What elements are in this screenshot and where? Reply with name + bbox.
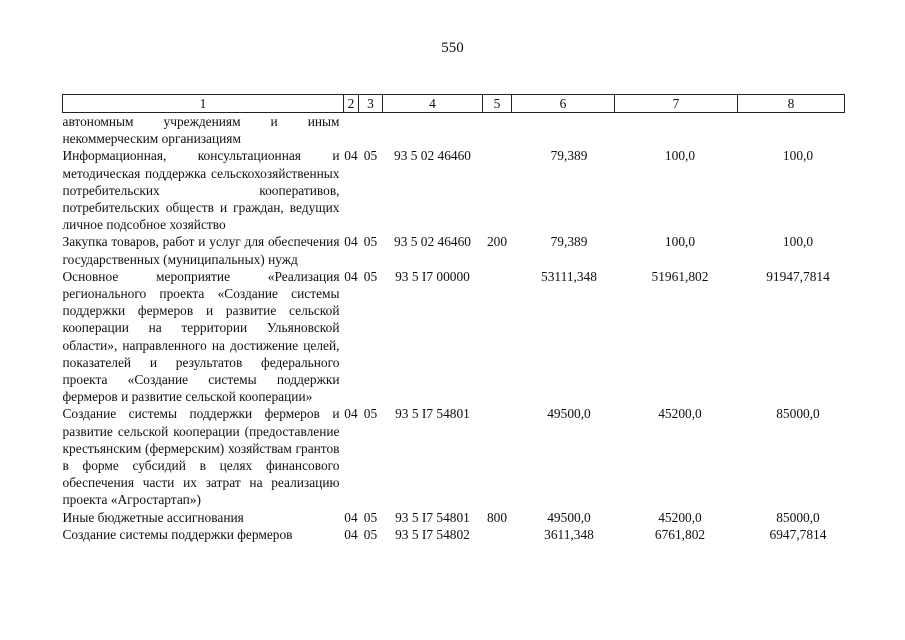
row-name-text: Создание системы поддержки фермеров и развитие сельской кооперации (предоставление крестьянским (фермерским) хозяйствам грантов в форме субсидий в целях финансового обеспечения части их затрат на реализацию проекта «Агростартап») (62, 406, 340, 508)
table-body (63, 113, 845, 544)
target-article-code: 93 5 02 46460 (394, 148, 471, 164)
column-header: 3 (359, 95, 383, 113)
expense-type-code (483, 268, 512, 406)
subsection-code: 05 (363, 148, 378, 164)
row-name-text: автономным учреждениям и иным некоммерческим организациям (62, 114, 340, 147)
expense-type-code (483, 405, 512, 508)
row-name (63, 405, 344, 508)
column-header: 4 (383, 95, 483, 113)
amount-col-7 (615, 113, 738, 148)
table-row (63, 147, 845, 233)
target-article-code: 93 5 I7 54801 (395, 509, 470, 525)
subsection-code: 05 (363, 234, 378, 250)
row-name-text: Основное мероприятие «Реализация регионального проекта «Создание системы поддержки фермеров и развитие сельской кооперации на территории Ульяновской области», направленного на достижение целей, показателей и результатов федерального проекта «Создание системы поддержки фермеров и развитие сельской кооперации» (62, 268, 340, 405)
table-row (63, 526, 845, 543)
expense-type-code (483, 147, 512, 233)
column-header: 7 (615, 95, 738, 113)
row-name (63, 147, 344, 233)
target-article-code: 93 5 I7 00000 (395, 268, 470, 284)
table-header-row (63, 95, 845, 113)
table-row (63, 268, 845, 406)
amount-col-6: 53111,348 (541, 268, 597, 284)
expense-type-code: 200 (486, 234, 508, 250)
expense-type-code (483, 113, 512, 148)
amount-col-8: 100,0 (782, 148, 814, 164)
row-name-text: Иные бюджетные ассигнования (62, 509, 244, 525)
target-article-code (383, 113, 483, 148)
amount-col-6: 49500,0 (547, 406, 591, 422)
amount-col-6: 79,389 (550, 234, 588, 250)
column-header: 1 (63, 95, 344, 113)
row-name (63, 526, 344, 543)
section-code: 04 (344, 509, 358, 525)
section-code: 04 (344, 234, 358, 250)
section-code: 04 (344, 526, 358, 542)
section-code: 04 (344, 268, 358, 284)
amount-col-8: 100,0 (782, 234, 814, 250)
row-name (63, 233, 344, 267)
amount-col-8 (738, 113, 845, 148)
table-row (63, 405, 845, 508)
row-name (63, 509, 344, 526)
table-row (63, 509, 845, 526)
amount-col-6: 79,389 (550, 148, 588, 164)
amount-col-7: 100,0 (664, 148, 696, 164)
amount-col-6: 49500,0 (547, 509, 591, 525)
column-header: 5 (483, 95, 512, 113)
subsection-code: 05 (363, 268, 378, 284)
subsection-code: 05 (363, 406, 378, 422)
subsection-code (359, 113, 383, 148)
amount-col-8: 91947,7814 (766, 268, 830, 284)
column-header: 2 (344, 95, 359, 113)
amount-col-7: 51961,802 (651, 268, 709, 284)
amount-col-8: 85000,0 (776, 406, 820, 422)
subsection-code: 05 (363, 509, 378, 525)
budget-table (62, 94, 845, 543)
row-name-text: Закупка товаров, работ и услуг для обеспечения государственных (муниципальных) нужд (62, 234, 340, 267)
row-name (63, 113, 344, 148)
table-row (63, 113, 845, 148)
row-name (63, 268, 344, 406)
section-code: 04 (344, 148, 358, 164)
subsection-code: 05 (363, 526, 378, 542)
amount-col-7: 45200,0 (658, 509, 702, 525)
section-code: 04 (344, 406, 358, 422)
amount-col-7: 100,0 (664, 234, 696, 250)
expense-type-code (483, 526, 512, 543)
section-code (344, 113, 359, 148)
amount-col-7: 6761,802 (654, 526, 706, 542)
amount-col-6 (512, 113, 615, 148)
row-name-text: Информационная, консультационная и методическая поддержка сельскохозяйственных потребительских кооперативов, потребительских обществ и граждан, ведущих личное подсобное хозяйство (62, 148, 340, 233)
expense-type-code: 800 (486, 509, 508, 525)
target-article-code: 93 5 I7 54801 (395, 406, 470, 422)
column-header: 6 (512, 95, 615, 113)
column-header: 8 (738, 95, 845, 113)
page-number: 550 (441, 40, 464, 56)
amount-col-7: 45200,0 (658, 406, 702, 422)
target-article-code: 93 5 02 46460 (394, 234, 471, 250)
amount-col-8: 6947,7814 (769, 526, 827, 542)
target-article-code: 93 5 I7 54802 (395, 526, 470, 542)
row-name-text: Создание системы поддержки фермеров (62, 526, 293, 542)
amount-col-8: 85000,0 (776, 509, 820, 525)
amount-col-6: 3611,348 (544, 526, 594, 542)
table-row (63, 233, 845, 267)
